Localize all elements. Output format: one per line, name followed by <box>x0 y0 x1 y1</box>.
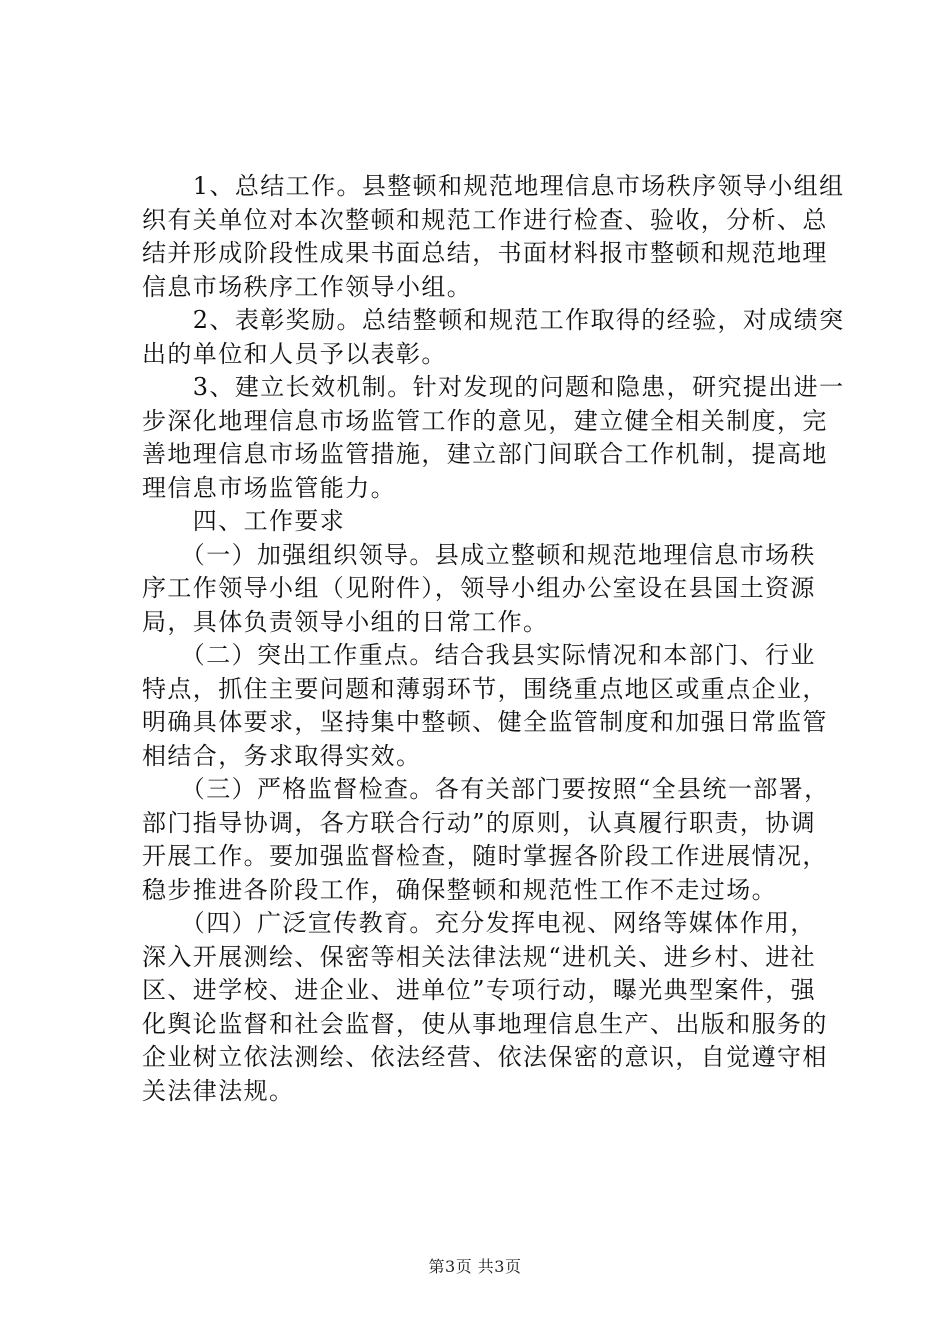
text-line: 明确具体要求，坚持集中整顿、健全监管制度和加强日常监管 <box>142 708 828 736</box>
text-line: 理信息市场监管能力。 <box>142 473 396 502</box>
text-line: 序工作领导小组（见附件），领导小组办公室设在县国土资源 <box>142 574 816 602</box>
text-line: 局，具体负责领导小组的日常工作。 <box>142 607 549 636</box>
text-line: 织有关单位对本次整顿和规范工作进行检查、验收，分析、总 <box>142 205 828 234</box>
text-line: 化舆论监督和社会监督，使从事地理信息生产、出版和服务的 <box>142 1009 828 1038</box>
text-line: （三）严格监督检查。各有关部门要按照“全县统一部署， <box>142 775 830 803</box>
text-line: （二）突出工作重点。结合我县实际情况和本部门、行业 <box>142 641 816 669</box>
text-line: 信息市场秩序工作领导小组。 <box>142 272 473 301</box>
page-number-footer: 第3页 共3页 <box>428 1257 522 1276</box>
text-line: 企业树立依法测绘、依法经营、依法保密的意识，自觉遵守相 <box>142 1043 828 1071</box>
text-line: 出的单位和人员予以表彰。 <box>142 339 447 368</box>
text-line: 步深化地理信息市场监管工作的意见，建立健全相关制度，完 <box>142 406 828 435</box>
document-body <box>142 170 845 1108</box>
text-line: 结并形成阶段性成果书面总结，书面材料报市整顿和规范地理 <box>142 239 828 267</box>
text-line: 特点，抓住主要问题和薄弱环节，围绕重点地区或重点企业， <box>142 674 828 703</box>
section-heading: 四、工作要求 <box>142 507 346 535</box>
text-line: 2、表彰奖励。总结整顿和规范工作取得的经验，对成绩突 <box>142 306 845 334</box>
text-line: 1、总结工作。县整顿和规范地理信息市场秩序领导小组组 <box>142 172 845 200</box>
text-line: （四）广泛宣传教育。充分发挥电视、网络等媒体作用， <box>142 909 816 937</box>
text-line: 善地理信息市场监管措施，建立部门间联合工作机制，提高地 <box>142 440 828 468</box>
text-line: 3、建立长效机制。针对发现的问题和隐患，研究提出进一 <box>142 373 845 401</box>
text-line: 稳步推进各阶段工作，确保整顿和规范性工作不走过场。 <box>142 875 777 904</box>
text-line: 部门指导协调，各方联合行动”的原则，认真履行职责，协调 <box>142 808 817 837</box>
text-line: （一）加强组织领导。县成立整顿和规范地理信息市场秩 <box>142 540 816 569</box>
text-line: 深入开展测绘、保密等相关法律法规“进机关、进乡村、进社 <box>142 942 817 971</box>
text-line: 开展工作。要加强监督检查，随时掌握各阶段工作进展情况， <box>142 842 828 870</box>
text-line: 相结合，务求取得实效。 <box>142 741 422 770</box>
text-line: 区、进学校、进企业、进单位”专项行动，曝光典型案件，强 <box>142 976 817 1004</box>
text-line: 关法律法规。 <box>142 1076 295 1105</box>
